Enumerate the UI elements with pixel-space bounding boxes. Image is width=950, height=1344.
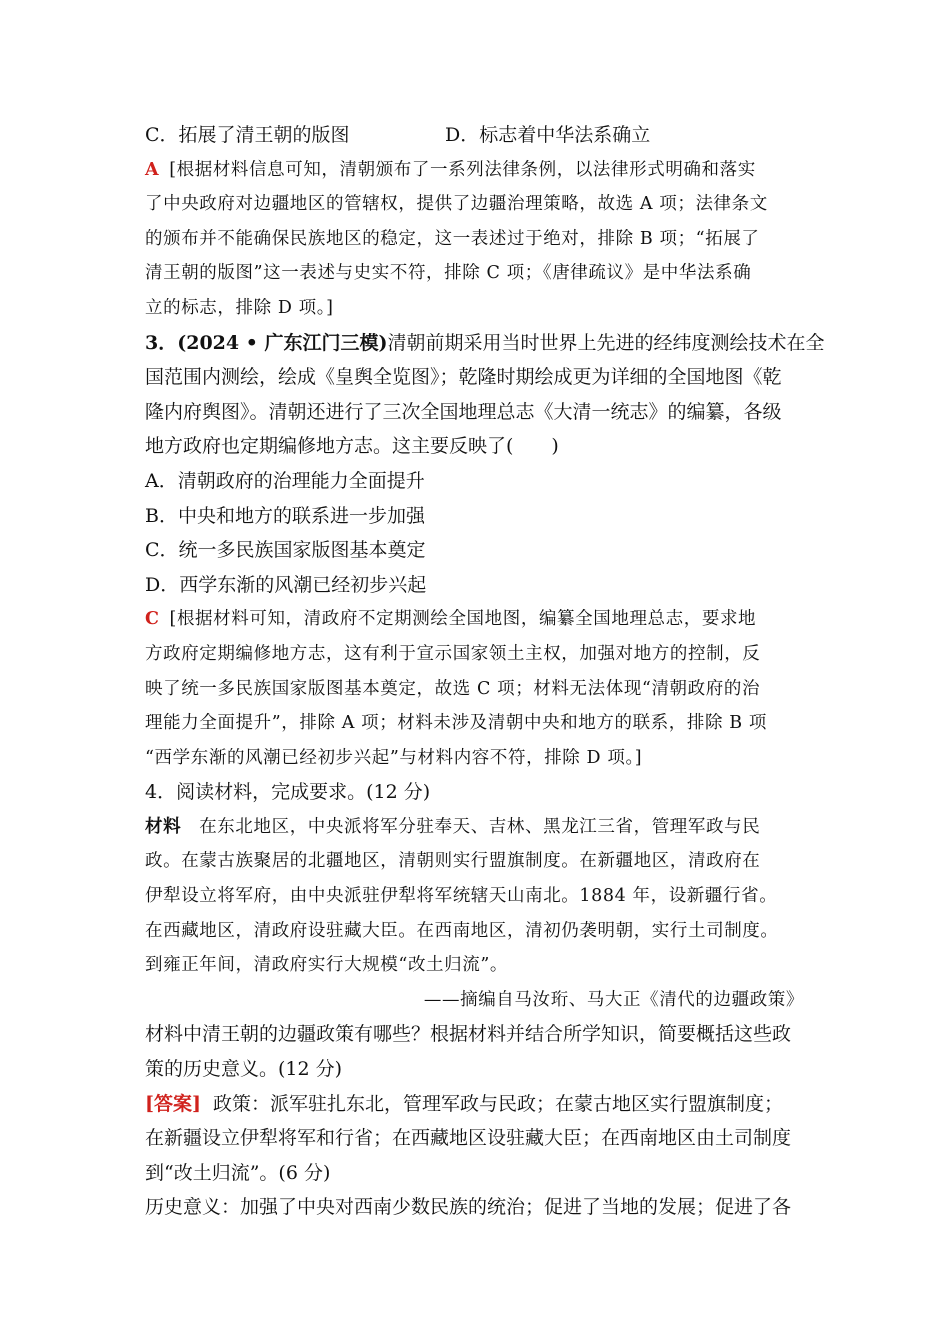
q4-question-line: 材料中清王朝的边疆政策有哪些？根据材料并结合所学知识，简要概括这些政 [145,1023,792,1046]
q2-option-c: C．拓展了清王朝的版图 [145,124,350,146]
document-page [145,118,825,1225]
q3-option-a: A．清朝政府的治理能力全面提升 [145,469,425,492]
q3-explanation-line: 理能力全面提升”，排除 A 项；材料未涉及清朝中央和地方的联系，排除 B 项 [145,713,767,734]
q4-answer-tag: [答案] [145,1092,201,1115]
q2-explanation-line: 清王朝的版图”这一表述与史实不符，排除 C 项；《唐律疏议》是中华法系确 [145,263,752,284]
q4-material-source: ——摘编自马汝珩、马大正《清代的边疆政策》 [423,989,804,1010]
q4-answer-line: 到“改土归流”。(6 分) [145,1161,331,1184]
q3-explanation-line: 方政府定期编修地方志，这有利于宣示国家领土主权，加强对地方的控制，反 [145,643,761,664]
q4-material-label: 材料 [145,816,182,837]
q3-answer-key: C [145,609,160,630]
q2-explanation-line: 的颁布并不能确保民族地区的稳定，这一表述过于绝对，排除 B 项；“拓展了 [145,228,760,249]
q2-explanation-line: 立的标志，排除 D 项。] [145,297,334,318]
q3-option-d: D．西学东渐的风潮已经初步兴起 [145,573,427,596]
q3-explanation-line: 映了统一多民族国家版图基本奠定，故选 C 项；材料无法体现“清朝政府的治 [145,678,761,699]
q3-option-c: C．统一多民族国家版图基本奠定 [145,539,426,562]
q2-explanation-line: A [根据材料信息可知，清朝颁布了一系列法律条例，以法律形式明确和落实 [145,159,756,180]
q4-material-line: 在西藏地区，清政府设驻藏大臣。在西南地区，清初仍袭明朝，实行土司制度。 [145,920,779,941]
q4-question-line: 策的历史意义。(12 分) [145,1058,343,1081]
q3-stem-line: 国范围内测绘，绘成《皇舆全览图》；乾隆时期绘成更为详细的全国地图《乾 [145,366,782,389]
q3-number: 3． [145,331,178,354]
q3-source: (2024 • 广东江门三模) [177,331,388,354]
q4-title: 4．阅读材料，完成要求。(12 分) [145,781,431,804]
q4-material-line: 政。在蒙古族聚居的北疆地区，清朝则实行盟旗制度。在新疆地区，清政府在 [145,851,761,872]
q4-answer-line: 历史意义：加强了中央对西南少数民族的统治；促进了当地的发展；促进了各 [145,1196,792,1219]
q3-stem-line: 隆内府舆图》。清朝还进行了三次全国地理总志《大清一统志》的编纂，各级 [145,400,782,423]
q2-explanation-line: 了中央政府对边疆地区的管辖权，提供了边疆治理策略，故选 A 项；法律条文 [145,194,768,215]
q3-explanation-line: C [根据材料可知，清政府不定期测绘全国地图，编纂全国地理总志，要求地 [145,609,757,630]
q3-option-b: B．中央和地方的联系进一步加强 [145,504,425,527]
q4-answer-line: [答案] 政策：派军驻扎东北，管理军政与民政；在蒙古地区实行盟旗制度； [145,1092,783,1115]
q2-answer-key: A [145,159,160,180]
q2-options-cd [145,118,810,153]
q3-stem-line: 地方政府也定期编修地方志。这主要反映了( ) [145,435,559,458]
q3-explanation-line: “西学东渐的风潮已经初步兴起”与材料内容不符，排除 D 项。] [145,747,643,768]
q3-stem-line: 3．(2024 • 广东江门三模)清朝前期采用当时世界上先进的经纬度测绘技术在全 [145,331,825,354]
q2-option-d: D．标志着中华法系确立 [445,124,651,146]
q4-material-line: 伊犁设立将军府，由中央派驻伊犁将军统辖天山南北。1884 年，设新疆行省。 [145,886,778,907]
q4-material-line: 到雍正年间，清政府实行大规模“改土归流”。 [145,955,508,976]
q4-material-line: 材料 在东北地区，中央派将军分驻奉天、吉林、黑龙江三省，管理军政与民 [145,816,761,837]
q4-answer-line: 在新疆设立伊犁将军和行省；在西藏地区设驻藏大臣；在西南地区由土司制度 [145,1127,792,1150]
